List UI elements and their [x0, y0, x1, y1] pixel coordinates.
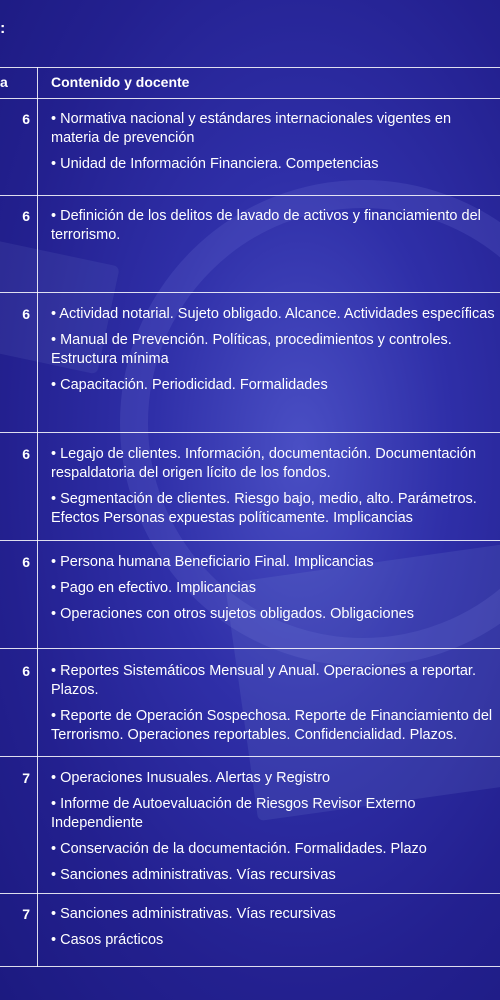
row-content [51, 662, 500, 752]
row-date: 6 [22, 446, 30, 462]
content-item: • Reporte de Operación Sospechosa. Reporte de Financiamiento del Terrorismo. Operaciones reportables. Confidencialidad. Plazos. [51, 708, 493, 743]
content-item: • Unidad de Información Financiera. Competencias [51, 156, 379, 172]
content-item: • Sanciones administrativas. Vías recursivas [51, 867, 336, 883]
content-item: • Capacitación. Periodicidad. Formalidades [51, 377, 328, 393]
row-date: 7 [22, 906, 30, 922]
row-divider [0, 540, 500, 541]
content-item: • Segmentación de clientes. Riesgo bajo, medio, alto. Parámetros. Efectos Personas expuestas políticamente. Implicancias [51, 491, 477, 526]
row-content [51, 905, 500, 957]
row-date: 6 [22, 554, 30, 570]
table-column-divider [37, 67, 38, 967]
row-date: 6 [22, 306, 30, 322]
content-item: • Operaciones con otros sujetos obligados. Obligaciones [51, 606, 414, 622]
row-divider [0, 893, 500, 894]
content-item: • Definición de los delitos de lavado de activos y financiamiento del terrorismo. [51, 208, 481, 243]
content-item: • Normativa nacional y estándares internacionales vigentes en materia de prevención [51, 111, 452, 146]
content-item: • Sanciones administrativas. Vías recursivas [51, 906, 336, 922]
row-date: 6 [22, 663, 30, 679]
row-date: 6 [22, 208, 30, 224]
row-divider [0, 432, 500, 433]
table-border-bottom [0, 966, 500, 967]
row-divider [0, 756, 500, 757]
content-item: • Legajo de clientes. Información, documentación. Documentación respaldatoria del origen lícito de los fondos. [51, 446, 477, 481]
row-content [51, 553, 500, 631]
content-item: • Manual de Prevención. Políticas, procedimientos y controles. Estructura mínima [51, 332, 452, 367]
row-content [51, 445, 500, 535]
row-date: 6 [22, 111, 30, 127]
table-border-top [0, 67, 500, 68]
content-item: • Operaciones Inusuales. Alertas y Registro [51, 770, 331, 786]
content-item: • Reportes Sistemáticos Mensual y Anual. Operaciones a reportar. Plazos. [51, 663, 476, 698]
content-item: • Persona humana Beneficiario Final. Implicancias [51, 554, 374, 570]
row-content [51, 305, 500, 402]
table-header-divider [0, 98, 500, 99]
row-content [51, 769, 500, 892]
content-item: • Casos prácticos [51, 932, 164, 948]
row-divider [0, 195, 500, 196]
content-item: • Informe de Autoevaluación de Riesgos Revisor Externo Independiente [51, 796, 416, 831]
row-content [51, 207, 500, 252]
content-item: • Actividad notarial. Sujeto obligado. Alcance. Actividades específicas [51, 306, 495, 322]
column-header-content: Contenido y docente [51, 74, 190, 90]
row-divider [0, 648, 500, 649]
column-header-date: a [0, 74, 8, 90]
top-fragment-text: : [0, 20, 6, 37]
content-item: • Conservación de la documentación. Formalidades. Plazo [51, 841, 427, 857]
content-item: • Pago en efectivo. Implicancias [51, 580, 256, 596]
row-date: 7 [22, 770, 30, 786]
row-content [51, 110, 500, 181]
row-divider [0, 292, 500, 293]
